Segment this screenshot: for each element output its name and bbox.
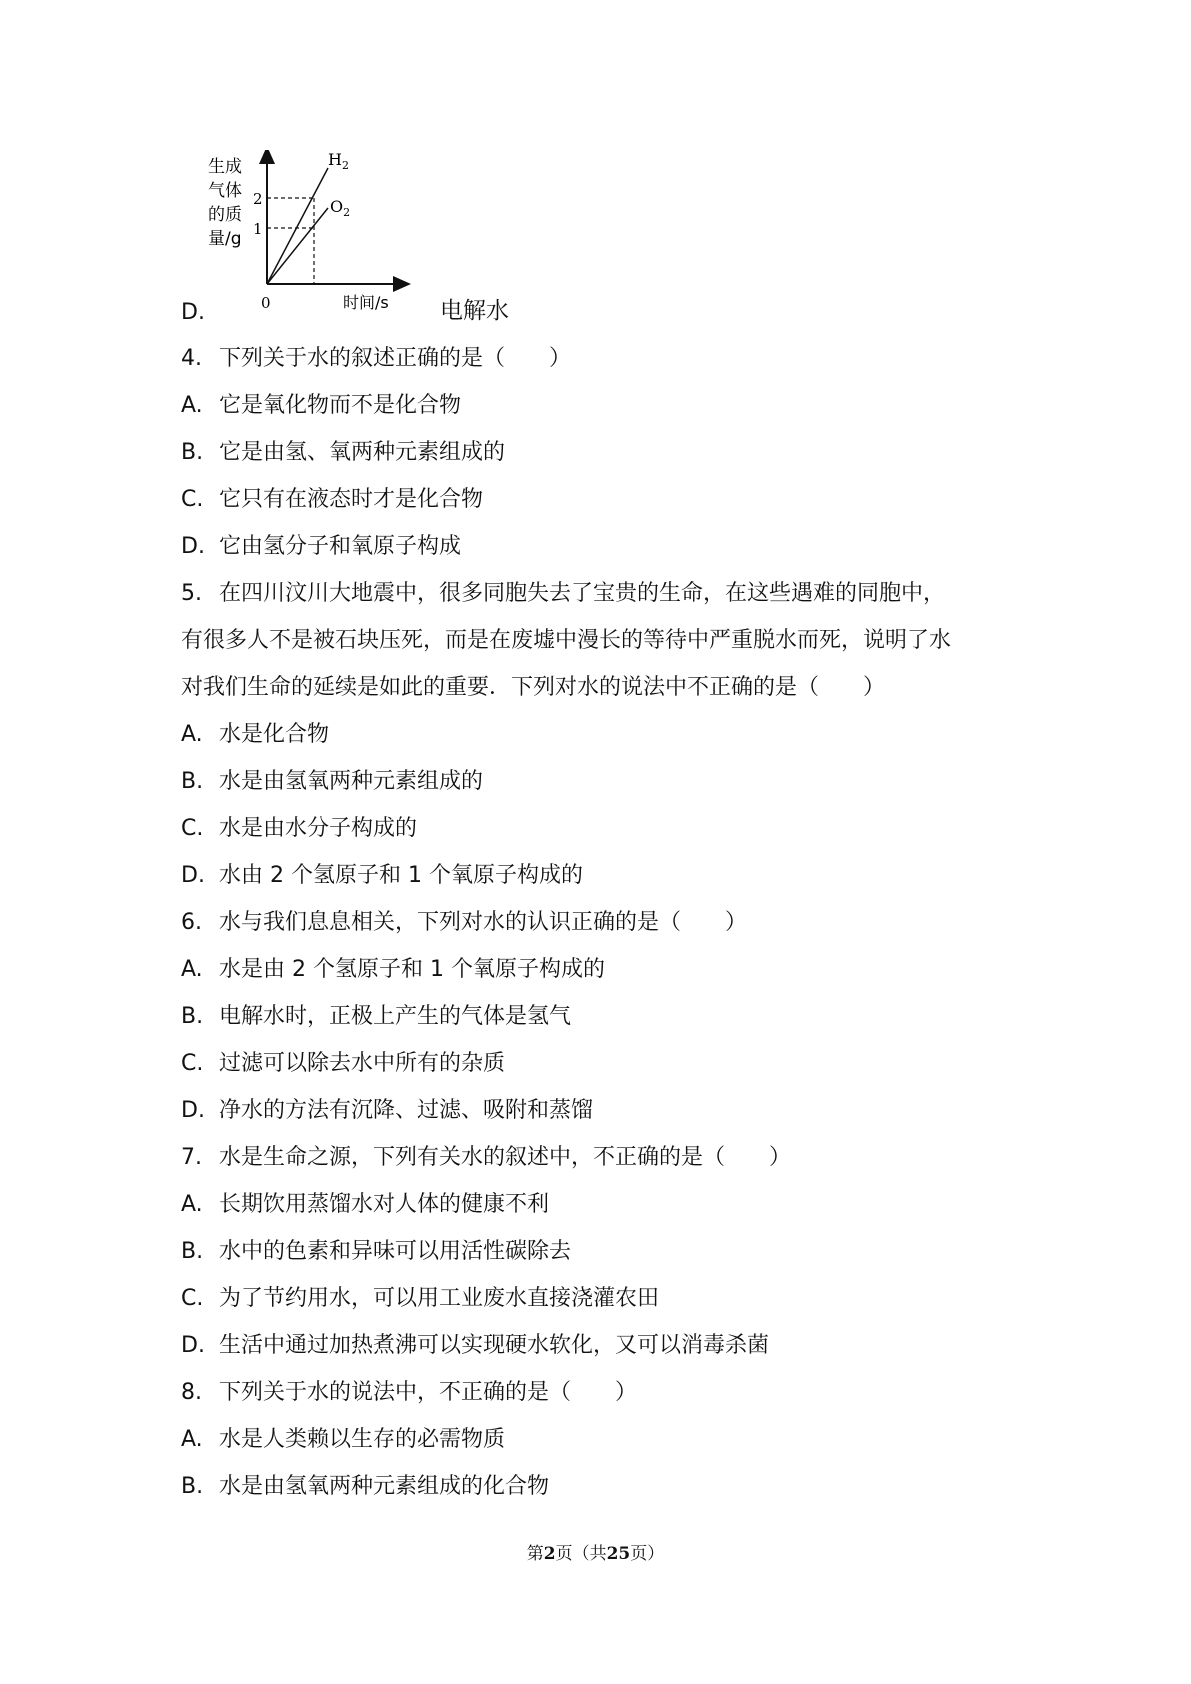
option-label: D. (181, 300, 205, 325)
origin-label: 0 (261, 294, 271, 312)
q6-option-c (181, 1049, 505, 1079)
option-text: 长期饮用蒸馏水对人体的健康不利 (219, 1192, 550, 1217)
option-text: 为了节约用水，可以用工业废水直接浇灌农田 (219, 1286, 660, 1311)
option-label: A. (181, 1427, 203, 1452)
question-text: 下列关于水的说法中，不正确的是（ ） (219, 1380, 638, 1405)
question-7 (181, 1143, 791, 1173)
question-text: 水是生命之源，下列有关水的叙述中，不正确的是（ ） (219, 1145, 792, 1170)
q4-option-b (181, 438, 505, 468)
question-number: 8. (181, 1380, 202, 1405)
h2-label (328, 150, 349, 172)
ylabel-3: 的质 (208, 205, 242, 225)
option-text: 它由氢分子和氧原子构成 (219, 534, 462, 559)
option-label: D. (181, 1333, 205, 1358)
option-label: B. (181, 1004, 204, 1029)
option-text: 水中的色素和异味可以用活性碳除去 (219, 1239, 572, 1264)
option-text: 它是氧化物而不是化合物 (219, 393, 462, 418)
question-6 (181, 908, 747, 938)
q5-option-a (181, 720, 329, 750)
figure-caption: 电解水 (440, 298, 509, 324)
option-label: A. (181, 1192, 203, 1217)
option-text: 水是由氢氧两种元素组成的化合物 (219, 1474, 550, 1499)
option-label: C. (181, 816, 204, 841)
h2-label-main: H (328, 150, 342, 169)
h2-line (267, 168, 328, 284)
option-text: 生活中通过加热煮沸可以实现硬水软化，又可以消毒杀菌 (219, 1333, 770, 1358)
question-5-cont-1: 有很多人不是被石块压死，而是在废墟中漫长的等待中严重脱水而死，说明了水 (181, 628, 952, 653)
page-number: 2 (543, 1544, 556, 1564)
xlabel: 时间/s (343, 293, 389, 312)
question-4 (181, 344, 571, 374)
question-5 (181, 579, 945, 609)
option-text: 水由 2 个氢原子和 1 个氧原子构成的 (219, 863, 583, 888)
page-total: 25 (606, 1544, 631, 1564)
option-label: A. (181, 957, 203, 982)
option-label: B. (181, 769, 204, 794)
option-label: D. (181, 534, 205, 559)
h2-label-sub: 2 (341, 159, 349, 172)
option-text: 水是由 2 个氢原子和 1 个氧原子构成的 (219, 957, 605, 982)
question-number: 5. (181, 581, 202, 606)
q5-option-d (181, 861, 583, 891)
footer-prefix: 第 (526, 1544, 544, 1564)
option-text: 它是由氢、氧两种元素组成的 (219, 440, 506, 465)
option-text: 它只有在液态时才是化合物 (219, 487, 484, 512)
option-label: D. (181, 863, 205, 888)
ylabel-4: 量/g (208, 229, 242, 249)
option-text: 水是人类赖以生存的必需物质 (219, 1427, 506, 1452)
ytick-1: 1 (253, 220, 263, 238)
page-footer (0, 1539, 1191, 1564)
q6-option-d (181, 1096, 593, 1126)
question-number: 4. (181, 346, 202, 371)
q4-option-d (181, 532, 461, 562)
option-text: 净水的方法有沉降、过滤、吸附和蒸馏 (219, 1098, 594, 1123)
option-label: C. (181, 487, 204, 512)
q4-option-c (181, 485, 483, 515)
question-text: 水与我们息息相关，下列对水的认识正确的是（ ） (219, 910, 748, 935)
graph-svg (208, 150, 438, 340)
ylabel-2: 气体 (208, 181, 242, 201)
option-label: A. (181, 393, 203, 418)
question-5-cont-2: 对我们生命的延续是如此的重要．下列对水的说法中不正确的是（ ） (181, 675, 886, 700)
q5-option-b (181, 767, 483, 797)
o2-line (267, 208, 328, 284)
question-text: 下列关于水的叙述正确的是（ ） (219, 346, 572, 371)
option-label: C. (181, 1051, 204, 1076)
q6-option-b (181, 1002, 571, 1032)
q4-option-a (181, 391, 461, 421)
question-text: 在四川汶川大地震中，很多同胞失去了宝贵的生命，在这些遇难的同胞中， (219, 581, 946, 606)
q7-option-b (181, 1237, 571, 1267)
option-text: 水是由氢氧两种元素组成的 (219, 769, 484, 794)
o2-label-main: O (330, 197, 344, 216)
option-text: 电解水时，正极上产生的气体是氢气 (219, 1004, 572, 1029)
electrolysis-graph (208, 150, 438, 340)
option-text: 过滤可以除去水中所有的杂质 (219, 1051, 506, 1076)
q7-option-a (181, 1190, 549, 1220)
o2-label (330, 197, 350, 219)
option-label: A. (181, 722, 203, 747)
q3-option-d-label (181, 298, 219, 328)
question-number: 7. (181, 1145, 202, 1170)
option-label: B. (181, 1239, 204, 1264)
option-label: C. (181, 1286, 204, 1311)
option-label: D. (181, 1098, 205, 1123)
question-8 (181, 1378, 637, 1408)
question-number: 6. (181, 910, 202, 935)
q8-option-a (181, 1425, 505, 1455)
q7-option-c (181, 1284, 659, 1314)
q7-option-d (181, 1331, 769, 1361)
q6-option-a (181, 955, 605, 985)
footer-middle: 页（共 (555, 1544, 607, 1564)
q8-option-b (181, 1472, 549, 1502)
footer-suffix: 页） (630, 1544, 665, 1564)
o2-label-sub: 2 (343, 206, 351, 219)
option-label: B. (181, 440, 204, 465)
ytick-2: 2 (253, 190, 263, 208)
q5-option-c (181, 814, 417, 844)
option-text: 水是化合物 (219, 722, 330, 747)
option-text: 水是由水分子构成的 (219, 816, 418, 841)
option-label: B. (181, 1474, 204, 1499)
ylabel-1: 生成 (208, 157, 242, 177)
